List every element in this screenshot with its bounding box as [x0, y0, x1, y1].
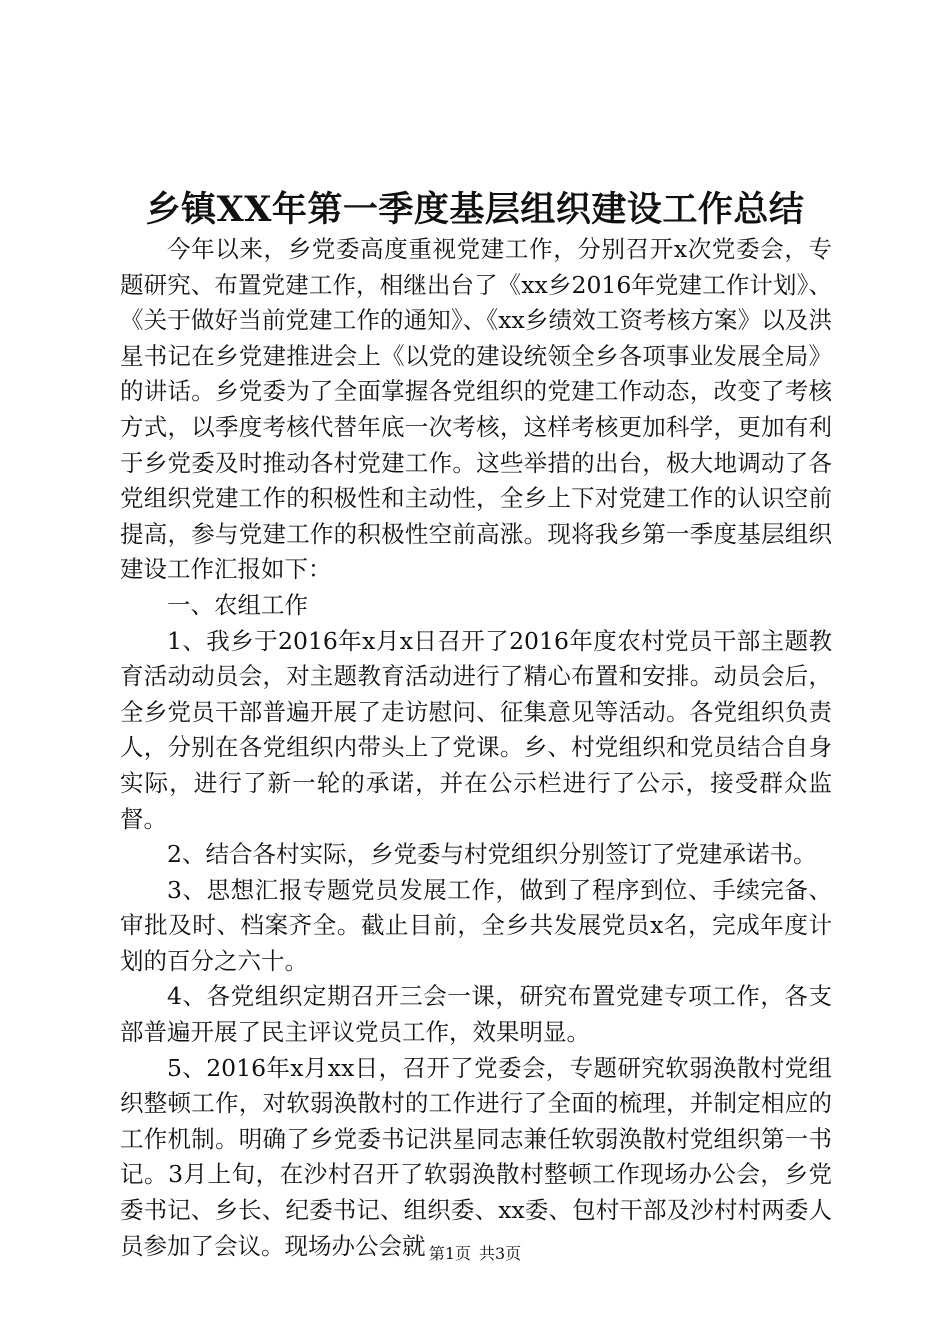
paragraph-item-1: 1、我乡于2016年x月x日召开了2016年度农村党员干部主题教育活动动员会，对主题教育活动进行了精心布置和安排。动员会后，全乡党员干部普遍开展了走访慰问、征集意见等活动。各党组织负责人，分别在各党组织内带头上了党课。乡、村党组织和党员结合自身实际，进行了新一轮的承诺，并在公示栏进行了公示，接受群众监督。	[120, 626, 832, 833]
section-heading: 一、农组工作	[167, 590, 308, 619]
paragraph-item-3: 3、思想汇报专题党员发展工作，做到了程序到位、手续完备、审批及时、档案齐全。截止目前，全乡共发展党员x名，完成年度计划的百分之六十。	[120, 875, 832, 975]
document-title: 乡镇XX年第一季度基层组织建设工作总结	[145, 189, 805, 230]
page-number: 第1页	[428, 1244, 471, 1263]
page-total: 共3页	[479, 1244, 522, 1263]
paragraph-item-4: 4、各党组织定期召开三会一课，研究布置党建专项工作，各支部普遍开展了民主评议党员工作，效果明显。	[120, 982, 832, 1047]
document-body	[120, 232, 832, 1264]
paragraph-item-5: 5、2016年x月xx日，召开了党委会，专题研究软弱涣散村党组织整顿工作，对软弱涣散村的工作进行了全面的梳理，并制定相应的工作机制。明确了乡党委书记洪星同志兼任软弱涣散村党组织第一书记。3月上旬，在沙村召开了软弱涣散村整顿工作现场办公会，乡党委书记、乡长、纪委书记、组织委、xx委、包村干部及沙村村两委人员参加了会议。现场办公会就	[120, 1053, 832, 1260]
page-footer	[0, 1243, 950, 1265]
paragraph-item-2: 2、结合各村实际，乡党委与村党组织分别签订了党建承诺书。	[167, 840, 817, 869]
paragraph-intro: 今年以来，乡党委高度重视党建工作，分别召开x次党委会，专题研究、布置党建工作，相继出台了《xx乡2016年党建工作计划》、《关于做好当前党建工作的通知》、《xx乡绩效工资考核方案》以及洪星书记在乡党建推进会上《以党的建设统领全乡各项事业发展全局》的讲话。乡党委为了全面掌握各党组织的党建工作动态，改变了考核方式，以季度考核代替年底一次考核，这样考核更加科学，更加有利于乡党委及时推动各村党建工作。这些举措的出台，极大地调动了各党组织党建工作的积极性和主动性，全乡上下对党建工作的认识空前提高，参与党建工作的积极性空前高涨。现将我乡第一季度基层组织建设工作汇报如下：	[120, 235, 832, 584]
